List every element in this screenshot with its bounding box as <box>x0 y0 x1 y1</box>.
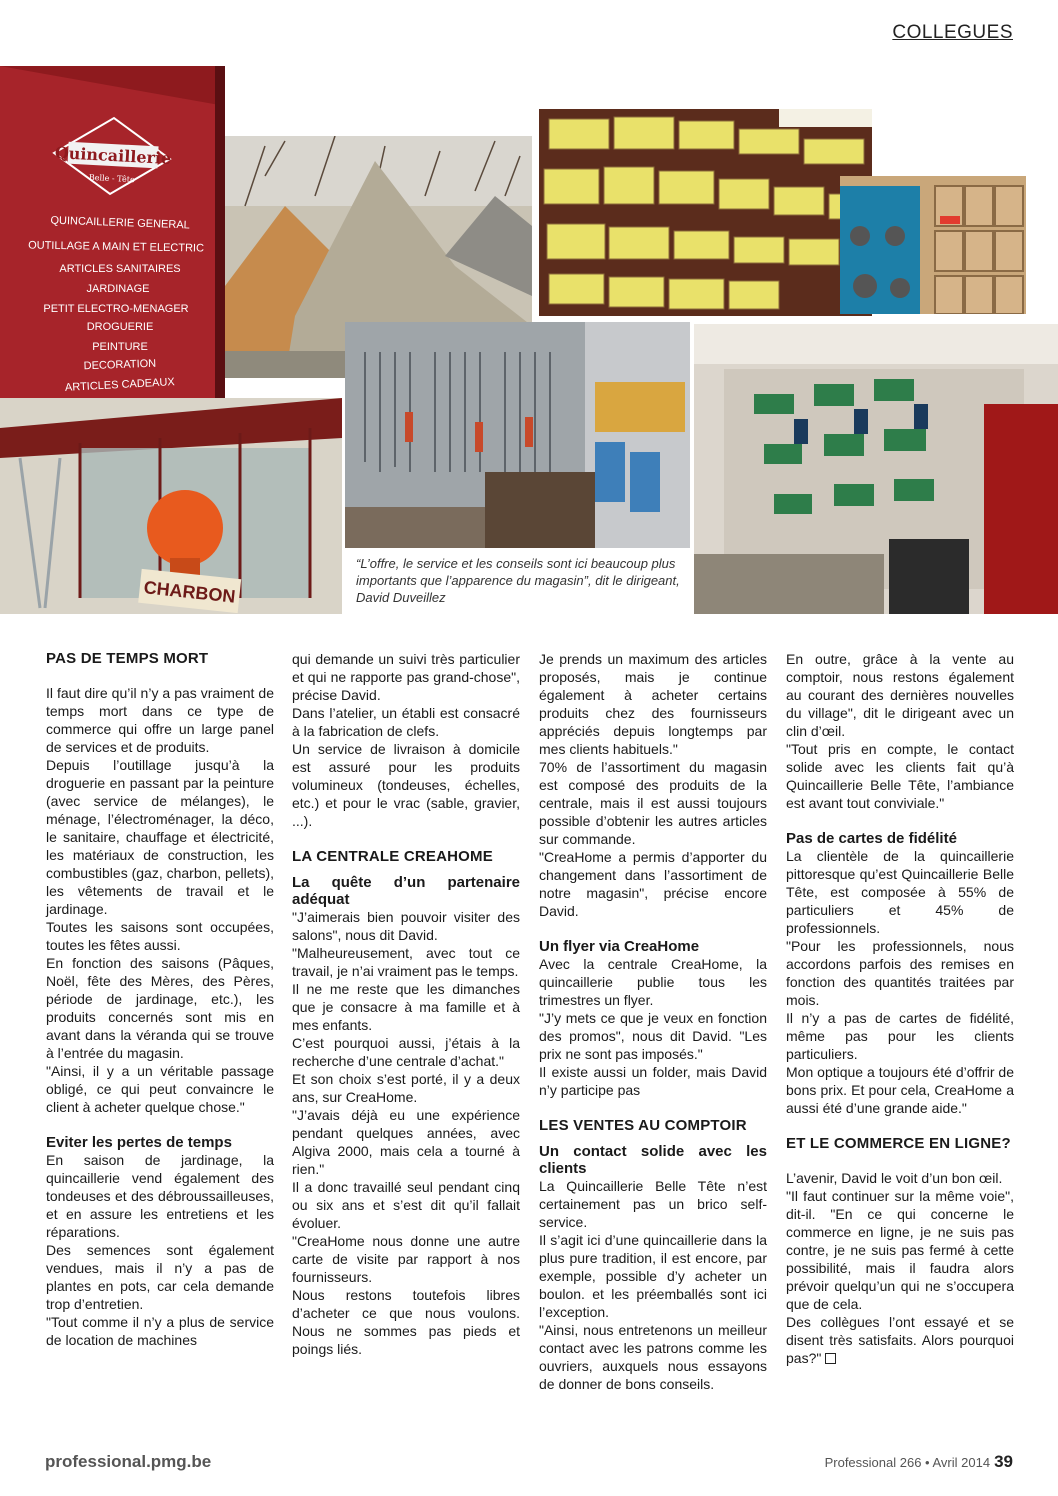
sign-line: ARTICLES CADEAUX <box>64 376 175 394</box>
paragraph: Un service de livraison à domicile est assuré pour les produits volumineux (tondeuses, échelles, etc.) et pour le vrac (sable, gravier, ...). <box>292 741 520 829</box>
article-column-3 <box>539 650 767 1393</box>
photo-tool-wall <box>345 322 690 548</box>
paragraph: "Tout comme il n’y a plus de service de location de machines <box>46 1314 274 1348</box>
paragraph: Il s’agit ici d’une quincaillerie dans la plus pure tradition, il est encore, par exemple, possible d’y acheter un boulon. et les préemballés sont ici l’exception. <box>539 1232 767 1320</box>
paragraph: En outre, grâce à la vente au comptoir, nous restons également au courant des dernières nouvelles du village", dit le dirigeant avec un clin d’œil. <box>786 651 1014 739</box>
sign-line: OUTILLAGE A MAIN ET ELECTRIC <box>28 239 205 255</box>
paragraph <box>786 1313 1014 1367</box>
paragraph: "J’y mets ce que je veux en fonction des promos", nous dit David. "Les prix ne sont pas imposés." <box>539 1010 767 1062</box>
subheading-fidelite: Pas de cartes de fidélité <box>786 830 957 847</box>
sign-brand-sub: Belle - Tête <box>88 172 135 185</box>
paragraph: Avec la centrale CreaHome, la quincaillerie publie tous les trimestres un flyer. <box>539 956 767 1008</box>
heading-la-centrale: LA CENTRALE CREAHOME <box>292 848 493 865</box>
footer-website[interactable]: professional.pmg.be <box>45 1452 212 1471</box>
photo-screw-shelves <box>539 109 872 316</box>
paragraph: "Il faut continuer sur la même voie", dit-il. "En ce qui concerne le commerce en ligne, je ne suis pas contre, je ne suis pas fermé à cette possibilité, mais il faudra alors prévoir quelqu’un qui ne s’occupera que de cela. <box>786 1188 1014 1312</box>
photo-storefront <box>0 398 342 614</box>
paragraph: Je prends un maximum des articles proposés, mais je continue également à acheter certains produits chez des fournisseurs appréciés depuis longtemps par mes clients habituels." <box>539 651 767 757</box>
paragraph: "Ainsi, nous entretenons un meilleur contact avec les patrons comme les ouvriers, auxquels nous essayons de donner de bons conseils. <box>539 1322 767 1392</box>
paragraph: Il existe aussi un folder, mais David n’y participe pas <box>539 1064 767 1098</box>
paragraph: "Pour les professionnels, nous accordons parfois des remises en fonction des quantités traitées par mois. <box>786 938 1014 1008</box>
paragraph: Toutes les saisons sont occupées, toutes les fêtes aussi. <box>46 919 274 953</box>
closing-paragraph: Des collègues l’ont essayé et se disent très satisfaits. Alors pourquoi pas?" <box>786 1314 1014 1366</box>
paragraph: 70% de l’assortiment du magasin est composé des produits de la centrale, mais il est aussi toujours possible d’obtenir les autres articles sur commande. <box>539 759 767 847</box>
sign-line: DROGUERIE <box>86 321 154 333</box>
paragraph: C’est pourquoi aussi, j’étais à la recherche d’une centrale d’achat." <box>292 1035 520 1069</box>
section-tag: COLLEGUES <box>892 22 1013 43</box>
paragraph: Il ne me reste que les dimanches que je consacre à ma famille et à mes enfants. <box>292 981 520 1033</box>
issue-label: Professional 266 • Avril 2014 <box>824 1455 991 1470</box>
sign-brand: Quincaillerie <box>54 143 172 169</box>
paragraph: Il n’y a pas de cartes de fidélité, même pas pour les clients particuliers. <box>786 1010 1014 1062</box>
photo-power-tools <box>694 324 1058 614</box>
paragraph: Depuis l’outillage jusqu’à la droguerie en passant par la peinture (avec service de mélanges), le ménage, l’électroménager, la déco, le sanitaire, chauffage et électricité, les matériaux de construction, les combustibles (gaz, charbon, pellets), les vêtements de travail et le jardinage. <box>46 757 274 917</box>
sign-line: PETIT ELECTRO-MENAGER <box>43 303 189 315</box>
paragraph: "Malheureusement, avec tout ce travail, je n’ai vraiment pas le temps. <box>292 945 520 979</box>
article-column-2 <box>292 650 520 1358</box>
storefront-sign: CHARBON <box>142 577 237 607</box>
sign-line: ARTICLES SANITAIRES <box>59 263 181 275</box>
subheading-eviter: Eviter les pertes de temps <box>46 1134 232 1151</box>
paragraph: Et son choix s’est porté, il y a deux ans, sur CreaHome. <box>292 1071 520 1105</box>
paragraph: Il faut dire qu’il n’y a pas vraiment de temps mort dans ce type de commerce qui offre un large panel de services et de produits. <box>46 685 274 755</box>
photo-caption: “L’offre, le service et les conseils sont ici beaucoup plus importants que l’apparence du magasin”, dit le dirigeant, David Duveillez <box>356 556 680 605</box>
paragraph: "J’aimerais bien pouvoir visiter des salons", nous dit David. <box>292 909 520 943</box>
subheading-flyer: Un flyer via CreaHome <box>539 938 700 955</box>
paragraph: qui demande un suivi très particulier et qui ne rapporte pas grand-chose", précise David. <box>292 651 520 703</box>
sign-line: JARDINAGE <box>86 283 150 295</box>
paragraph: "CreaHome a permis d’apporter du changement dans l’assortiment de notre magasin", précise encore David. <box>539 849 767 919</box>
paragraph: Des semences sont également vendues, mais il n’y a pas de plantes en pots, car cela demande trop d’entretien. <box>46 1242 274 1312</box>
sign-line: PEINTURE <box>92 341 148 353</box>
paragraph: "J’avais déjà eu une expérience pendant quelques années, avec Algiva 2000, mais cela a tourné à rien." <box>292 1107 520 1177</box>
article-column-4 <box>786 650 1014 1367</box>
paragraph: La Quincaillerie Belle Tête n’est certainement pas un brico self-service. <box>539 1178 767 1230</box>
paragraph: "CreaHome nous donne une autre carte de visite par rapport à nos fournisseurs. <box>292 1233 520 1285</box>
photo-pipe-fittings <box>840 176 1026 314</box>
paragraph: En fonction des saisons (Pâques, Noël, fête des Mères, des Pères, période de jardinage, etc.), les produits concernés sont mis en avant dans la véranda qui se trouve à l’entrée du magasin. <box>46 955 274 1061</box>
paragraph: En saison de jardinage, la quincaillerie vend également des tondeuses et des débroussailleuses, et en assure les entretiens et les réparations. <box>46 1152 274 1240</box>
paragraph: La clientèle de la quincaillerie pittoresque qu’est Quincaillerie Belle Tête, est composée à 55% de particuliers et 45% de professionnels. <box>786 848 1014 936</box>
paragraph: "Ainsi, il y a un véritable passage obligé, ce qui peut convaincre le client à acheter quelque chose." <box>46 1063 274 1115</box>
paragraph: Il a donc travaillé seul pendant cinq ou six ans et s’est dit qu’il fallait évoluer. <box>292 1179 520 1231</box>
paragraph: Nous restons toutefois libres d’acheter ce que nous voulons. Nous ne sommes pas pieds et poings liés. <box>292 1287 520 1357</box>
paragraph: Mon optique a toujours été d’offrir de bons prix. Et pour cela, CreaHome a aussi été d’une grande aide." <box>786 1064 1014 1116</box>
paragraph: L’avenir, David le voit d’un bon œil. <box>786 1170 1003 1186</box>
heading-commerce-en-ligne: ET LE COMMERCE EN LIGNE? <box>786 1135 1011 1152</box>
subheading-contact: Un contact solide avec les clients <box>539 1143 767 1177</box>
paragraph: Dans l’atelier, un établi est consacré à la fabrication de clefs. <box>292 705 520 739</box>
end-of-article-icon <box>825 1353 836 1364</box>
photo-shop-sign <box>0 66 225 400</box>
page-number: 39 <box>994 1452 1013 1471</box>
heading-pas-de-temps-mort: PAS DE TEMPS MORT <box>46 650 209 667</box>
footer-issue <box>825 1452 1013 1472</box>
subheading-la-quete: La quête d’un partenaire adéquat <box>292 874 520 908</box>
heading-les-ventes: LES VENTES AU COMPTOIR <box>539 1117 747 1134</box>
paragraph: "Tout pris en compte, le contact solide avec les clients fait qu’à Quincaillerie Belle Tête, l’ambiance est avant tout conviviale." <box>786 741 1014 811</box>
article-column-1 <box>46 650 274 1349</box>
sign-line: DECORATION <box>83 357 157 373</box>
sign-line: QUINCAILLERIE GENERAL <box>50 214 190 232</box>
